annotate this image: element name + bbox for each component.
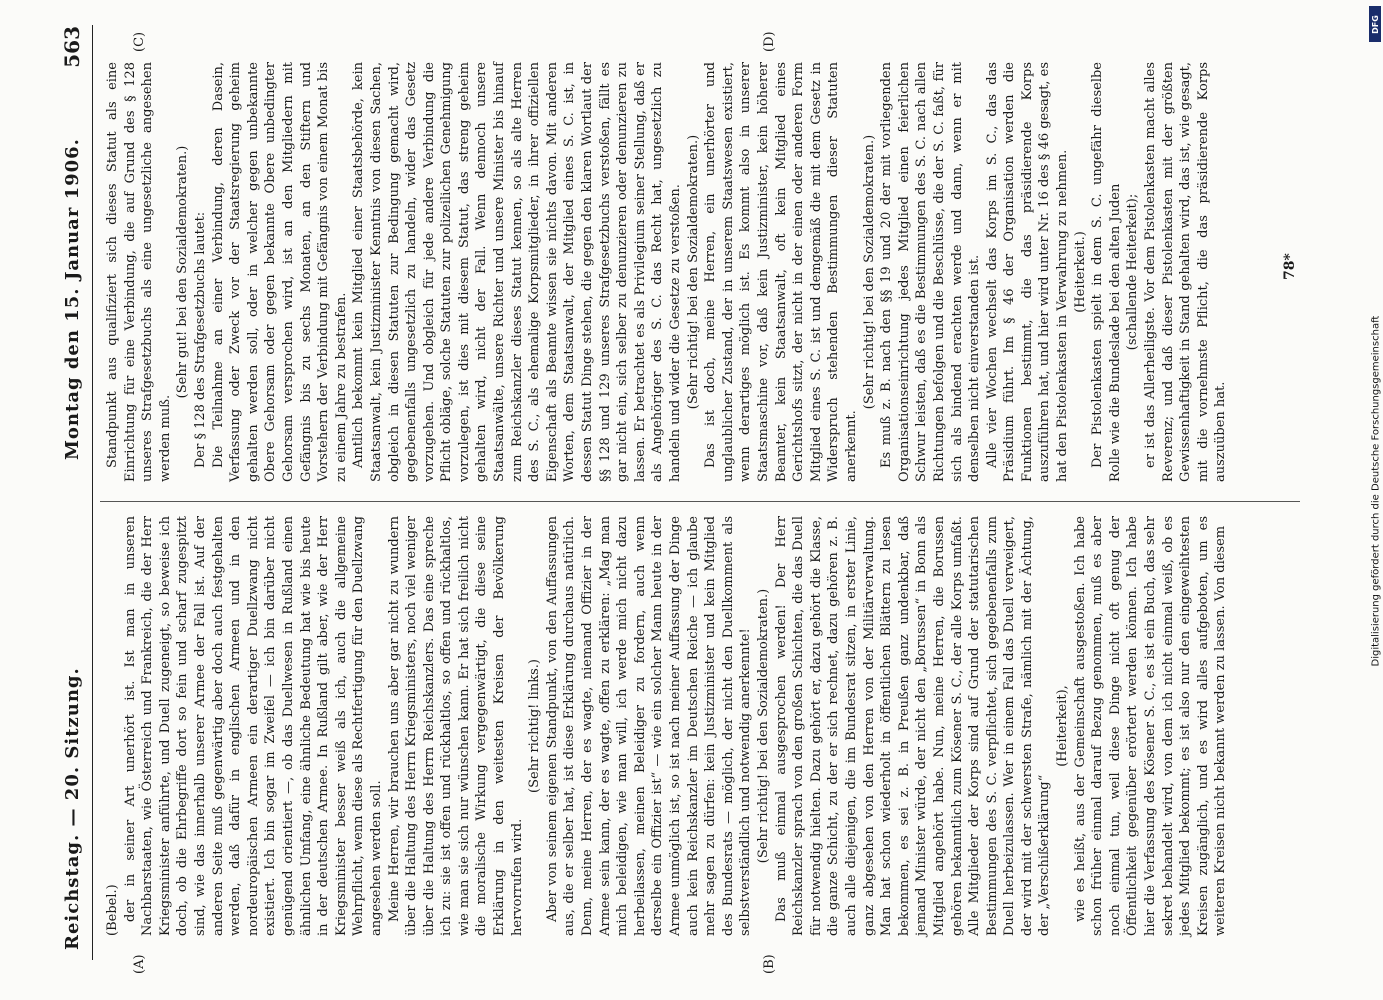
speaker-label: (Bebel.) bbox=[104, 884, 120, 936]
digitization-note bbox=[1368, 0, 1383, 1000]
column-separator bbox=[100, 501, 1300, 502]
paragraph: Amtlich bekommt kein Mitglied einer Staatsbehörde, kein Staatsanwalt, kein Justizminister Kenntnis von diesen Sachen, obgleich in diesen Statuten zur Bedingung gemacht wird, gegebenenfalls ungesetzlich zu handeln, wider das Gesetz vorzugehen. Und obgleich für jede andere Verbindung die Pflicht obläge, solche Statuten zur polizeilichen Genehmigung vorzulegen, ist dies mit diesem Statut, das streng geheim gehalten wird, nicht der Fall. Wenn dennoch unsere Staatsanwälte, unsere Richter und unsere Minister bis hinauf zum Reichskanzler dieses Statut kennen, so als alte Herren des S. C., als ehemalige Korpsmitglieder, in ihrer offiziellen Eigenschaft als Beamte wissen sie nichts davon. Mit anderen Worten, dem Staatsanwalt, der Mitglied eines S. C. ist, in dessen Statut Dinge stehen, die gegen den klaren Wortlaut der §§ 128 und 129 unseres Strafgesetzbuchs verstoßen, fällt es gar nicht ein, sich selber zu denunzieren oder denunzieren zu lassen. Er betrachtet es als Privilegium seiner Stellung, daß er als Angehöriger des S. C. das Recht hat, ungesetzlich zu handeln und wider die Gesetze zu verstoßen. bbox=[350, 62, 683, 482]
paragraph: Es muß z. B. nach den §§ 19 und 20 der mit vorliegenden Organisationseinrichtung jedes Mitglied einen feierlichen Schwur leisten, daß es die Bestimmungen des S. C. nach allen Richtungen befolgen und die Beschlüsse, die der S. C. faßt, für sich als bindend erachten werde und dann, wenn er mit denselben nicht einverstanden ist. bbox=[878, 62, 982, 482]
page-number: 563 bbox=[59, 26, 84, 68]
dfg-logo-text: DFG bbox=[1370, 14, 1380, 34]
margin-c: (C) bbox=[131, 31, 147, 52]
dfg-logo bbox=[1369, 6, 1381, 42]
header-rule bbox=[92, 25, 93, 960]
paragraph: Meine Herren, wir brauchen uns aber gar nicht zu wundern über die Haltung des Herrn Kriegsministers, noch viel weniger über die Haltung des Herrn Reichskanzlers. Das eine spreche ich zu: sie ist offen und rückhaltlos, so offen und rückhaltlos, wie man sie sich nur wünschen kann. Er hat sich freilich nicht die moralische Wirkung vergegenwärtigt, die diese seine Erklärung in den weitesten Kreisen der Bevölkerung hervorrufen wird. bbox=[386, 516, 525, 936]
paragraph: Alle vier Wochen wechselt das Korps im S. C., das das Präsidium führt. Im § 46 der Organisation werden die Funktionen bestimmt, die das präsidierende Korps auszuführen hat, und hier wird unter Nr. 16 des § 46 gesagt, es hat den Pistolenkasten in Verwahrung zu nehmen. bbox=[984, 62, 1070, 482]
paragraph: Das muß einmal ausgesprochen werden! Der Herr Reichskanzler sprach von den großen Schichten, die das Duell für notwendig hielten. Dazu gehört er, dazu gehört die Klasse, die ganze Schicht, zu der er sich rechnet, dazu gehören z. B. auch alle diejenigen, die im Bundesrat sitzen, in erster Linie, ganz abgesehen von den Herren von der Militärverwaltung. Man hat schon wiederholt in öffentlichen Blättern zu lesen bekommen, es sei z. B. in Preußen ganz undenkbar, daß jemand Minister würde, der nicht den „Borussen“ in Bonn als Mitglied angehört habe. Nun, meine Herren, die Borussen gehören bekanntlich zum Kösener S. C., der alle Korps umfaßt. Alle Mitglieder der Korps sind auf Grund der statutarischen Bestimmungen des S. C. verpflichtet, sich gegebenenfalls zum Duell herbeizulassen. Wer in einem Fall das Duell verweigert, der wird mit der schwersten Strafe, nämlich mit der Ächtung, der „Verschißerklärung“ bbox=[773, 516, 1052, 936]
left-text-column bbox=[104, 516, 1230, 936]
paragraph: (Sehr richtig! links.) bbox=[526, 659, 542, 793]
paragraph: wie es heißt, aus der Gemeinschaft ausgestoßen. Ich habe schon früher einmal darauf Bezug genommen, muß es aber noch einmal tun, weil diese Dinge nicht oft genug der Öffentlichkeit gegenüber erörtert werden können. Ich habe hier die Verfassung des Kösener S. C., es ist ein Buch, das sehr sekret behandelt wird, von dem ich nicht einmal weiß, ob es jedes Mitglied bekommt; es ist also nur den eingeweihtesten Kreisen zugänglich, und es wird alles aufgeboten, um es weiteren Kreisen nicht bekannt werden zu lassen. Von diesem bbox=[1072, 516, 1228, 936]
paragraph: (Sehr richtig! bei den Sozialdemokraten.) bbox=[861, 134, 877, 410]
digitization-note-text: Digitalisierung gefördert durch die Deutsche Forschungsgemeinschaft bbox=[1370, 315, 1382, 667]
paragraph: der in seiner Art unerhört ist. Ist man in unseren Nachbarstaaten, wie Österreich und Frankreich, die der Herr Kriegsminister anführte, und Duell zugeneigt, so beweise ich doch, ob die Ehrbegriffe dort so fein und scharf zugespitzt sind, wie das innerhalb unserer Armee der Fall ist. Auf der anderen Seite muß gegenwärtig aber doch auch festgehalten werden, daß dafür in englischen Armeen und in den nordeuropäischen Armeen ein derartiger Duellzwang nicht existiert. Ich bin sogar im Zweifel — ich bin darüber nicht genügend orientiert —, ob das Duellwesen in Rußland einen ähnlichen Umfang, eine ähnliche Bedeutung hat wie bis heute in der deutschen Armee. In Rußland gilt aber, wie der Herr Kriegsminister besser weiß als ich, auch die allgemeine Wehrpflicht, wenn diese als Rechtfertigung für den Duellzwang angesehen werden soll. bbox=[122, 516, 384, 936]
signature-mark: 78* bbox=[1281, 253, 1298, 280]
header-date: Montag den 15. Januar 1906. bbox=[61, 138, 83, 460]
paragraph: Der § 128 des Strafgesetzbuchs lautet: bbox=[192, 211, 208, 468]
header-left: Reichstag. — 20. Sitzung. bbox=[61, 667, 83, 950]
paragraph: (Sehr gut! bei den Sozialdemokraten.) bbox=[174, 145, 190, 399]
paragraph: (Sehr richtig! bei den Sozialdemokraten.) bbox=[755, 588, 771, 864]
paragraph: Der Pistolenkasten spielt in dem S. C. ungefähr dieselbe Rolle wie die Bundeslade bei den alten Juden bbox=[1089, 62, 1123, 482]
paragraph: (Sehr richtig! bei den Sozialdemokraten.) bbox=[685, 134, 701, 410]
margin-a: (A) bbox=[131, 954, 147, 974]
paragraph: Das ist doch, meine Herren, ein unerhörter und unglaublicher Zustand, der in unserem Staatswesen existiert, wenn derartiges möglich ist. Es kommt also in unserer Staatsmaschine vor, daß kein Justizminister, kein höherer Beamter, kein Staatsanwalt, oft kein Mitglied eines Gerichtshofs sitzt, der nicht in der einen oder anderen Form Mitglied eines S. C. ist und demgemäß die mit dem Gesetz in Widerspruch stehenden Bestimmungen dieser Statuten anerkennt. bbox=[702, 62, 859, 482]
rotated-page-content bbox=[42, 20, 1342, 980]
paragraph: Standpunkt aus qualifiziert sich dieses Statut als eine Einrichtung für eine Verbindung, die auf Grund des § 128 unseres Strafgesetzbuchs als eine ungesetzliche angesehen werden muß. bbox=[104, 62, 173, 482]
paragraph: (Heiterkeit), bbox=[1054, 685, 1070, 767]
paragraph: (schallende Heiterkeit); bbox=[1124, 193, 1140, 351]
paragraph: (Heiterkeit.) bbox=[1072, 231, 1088, 313]
paragraph: Aber von seinem eigenen Standpunkt, von den Auffassungen aus, die er selber hat, ist diese Erklärung durchaus natürlich. Denn, meine Herren, der es wagte, niemand Offizier in der Armee sein kann, der es wagte, offen zu erklären: „Mag man mich beleidigen, wie man will, ich werde mich nicht dazu herbeilassen, meinen Beleidiger zu fordern, auch wenn derselbe ein Offizier ist“ — wie ein solcher Mann heute in der Armee unmöglich ist, so ist nach meiner Auffassung der Dinge auch kein Reichskanzler im Deutschen Reiche — ich glaube mehr sagen zu dürfen: kein Justizminister und kein Mitglied des Bundesrats — möglich, der nicht den Duellkomment als selbstverständlich und notwendig anerkennte! bbox=[544, 516, 753, 936]
right-text-column bbox=[104, 62, 1230, 482]
paragraph: er ist das Allerheiligste. Vor dem Pistolenkasten macht alles Reverenz; und daß dieser Pistolenkasten mit der größten Gewissenhaftigkeit in Stand gehalten wird, das ist, wie gesagt, mit die vornehmste Pflicht, die das präsidierende Korps auszuüben hat. bbox=[1142, 62, 1228, 482]
margin-b: (B) bbox=[761, 954, 777, 974]
paragraph: Die Teilnahme an einer Verbindung, deren Dasein, Verfassung oder Zweck vor der Staatsregierung geheim gehalten werden soll, oder in welcher gegen unbekannte Obere Gehorsam oder gegen bekannte Obere unbedingter Gehorsam versprochen wird, ist an den Mitgliedern mit Gefängnis bis zu sechs Monaten, an den Stiftern und Vorstehern der Verbindung mit Gefängnis von einem Monat bis zu einem Jahre zu bestrafen. bbox=[210, 62, 349, 482]
margin-d: (D) bbox=[761, 31, 777, 52]
page-header bbox=[56, 20, 90, 980]
